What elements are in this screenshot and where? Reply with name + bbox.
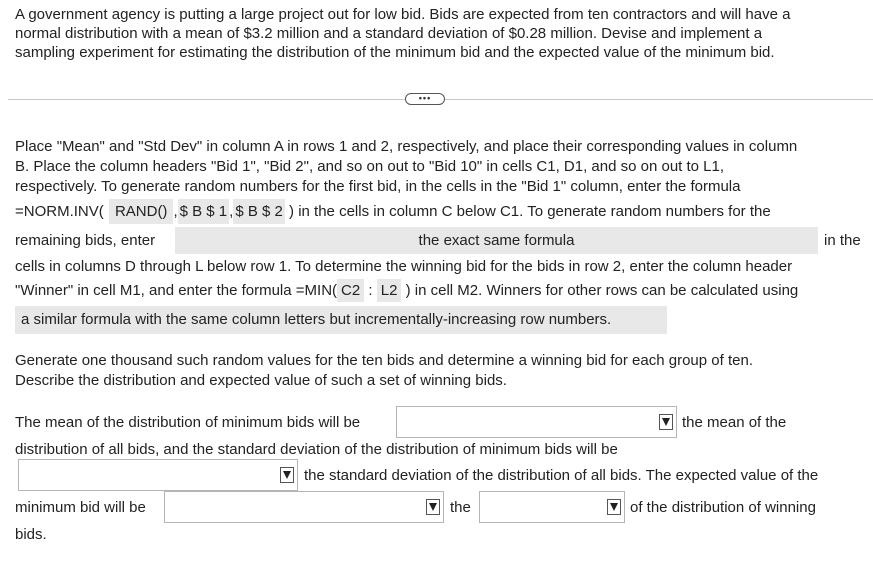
question-line-1: A government agency is putting a large project out for low bid. Bids are expected from ten contractors and will have a [15,6,791,23]
chevron-down-icon [426,499,440,515]
formula-rand-answer: RAND() [109,199,174,224]
chevron-down-icon [659,414,673,430]
mean-comparison-dropdown[interactable] [396,406,677,438]
formula-suffix: ) in the cells in column C below C1. To generate random numbers for the [289,203,771,220]
generate-line-2: Describe the distribution and expected value of such a set of winning bids. [15,372,507,389]
min-suffix: ) in cell M2. Winners for other rows can be calculated using [405,282,799,299]
remaining-formula-answer: the exact same formula [175,227,818,254]
formula-prefix: =NORM.INV( [15,203,104,220]
remaining-prefix: remaining bids, enter [15,232,156,249]
formula-ref-sd-answer: $ B $ 2 [233,199,285,224]
formula-line [15,199,771,226]
ev-suffix: of the distribution of winning [630,499,816,516]
ev-dropdown[interactable] [164,491,444,523]
ev-end: bids. [15,526,47,543]
ev-mid: the [450,499,471,516]
chevron-down-icon [280,467,294,483]
min-ref-end-answer: L2 [377,279,402,302]
formula-sep-2: , [229,203,234,220]
formula-ref-mean-answer: $ B $ 1 [178,199,230,224]
min-formula-line [15,279,798,302]
remaining-suffix: in the [824,232,861,249]
question-line-3: sampling experiment for estimating the distribution of the minimum bid and the expected value of the minimum bid. [15,44,775,61]
answer-line-2: B. Place the column headers "Bid 1", "Bid 2", and so on out to "Bid 10" in cells C1, D1, and so on out to L1, [15,158,725,175]
sd-comparison-dropdown[interactable] [18,459,298,491]
more-options-button[interactable]: ••• [405,93,445,105]
similar-formula-answer: a similar formula with the same column letters but incrementally-increasing row numbers. [15,306,667,334]
sd-line: distribution of all bids, and the standard deviation of the distribution of minimum bids will be [15,441,618,458]
mean-suffix: the mean of the [682,414,787,431]
sd-suffix: the standard deviation of the distribution of all bids. The expected value of the [304,467,819,484]
chevron-down-icon [607,499,621,515]
min-ref-start-answer: C2 [337,279,364,302]
formula-sep-1: , [173,203,178,220]
answer-line-3: respectively. To generate random numbers for the first bid, in the cells in the "Bid 1" column, enter the formula [15,178,741,195]
statistic-dropdown[interactable] [479,491,625,523]
answer-line-1: Place "Mean" and "Std Dev" in column A in rows 1 and 2, respectively, and place their corresponding values in column [15,138,798,155]
min-prefix: "Winner" in cell M1, and enter the formula =MIN( [15,282,338,299]
generate-line-1: Generate one thousand such random values for the ten bids and determine a winning bid for each group of ten. [15,352,753,369]
ev-prefix: minimum bid will be [15,499,146,516]
question-line-2: normal distribution with a mean of $3.2 million and a standard deviation of $0.28 million. Devise and implement a [15,25,763,42]
mean-prefix: The mean of the distribution of minimum bids will be [15,414,361,431]
answer-line-5: cells in columns D through L below row 1. To determine the winning bid for the bids in row 2, enter the column header [15,258,793,275]
min-colon: : [368,282,373,299]
